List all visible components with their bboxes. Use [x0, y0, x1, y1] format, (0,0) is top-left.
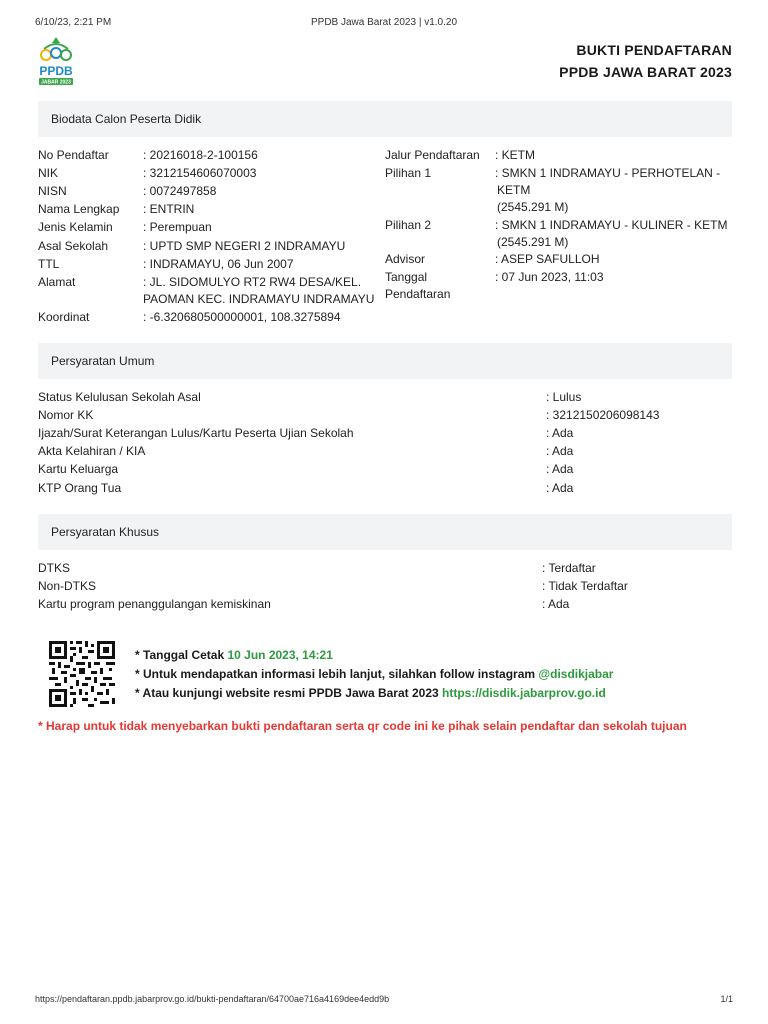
biodata-row-koordinat — [38, 308, 378, 328]
section-umum-heading: Persyaratan Umum — [51, 354, 155, 368]
ppdb-logo-icon — [36, 35, 76, 87]
biodata-row-nik — [38, 164, 378, 184]
biodata-row-advisor — [385, 250, 732, 270]
khusus-row — [38, 577, 732, 597]
value: : SMKN 1 INDRAMAYU - PERHOTELAN - — [495, 166, 721, 180]
qr-code-icon — [49, 641, 115, 707]
note-prefix: * Untuk mendapatkan informasi lebih lanjut, silahkan follow instagram — [135, 667, 539, 681]
biodata-row-nama — [38, 200, 378, 220]
label: Tanggal — [385, 270, 428, 284]
biodata-row-no-pendaftar — [38, 146, 378, 166]
value: : Perempuan — [143, 220, 212, 234]
print-notes — [135, 646, 613, 703]
value: : Lulus — [546, 390, 582, 404]
biodata-row-jalur — [385, 146, 732, 166]
value: : Ada — [546, 462, 574, 476]
value-line-2: (2545.291 M) — [497, 235, 569, 249]
title-line-1: BUKTI PENDAFTARAN — [576, 42, 732, 58]
value: : SMKN 1 INDRAMAYU - KULINER - KETM — [495, 218, 728, 232]
label: Advisor — [385, 252, 426, 266]
print-title: PPDB Jawa Barat 2023 | v1.0.20 — [310, 17, 457, 28]
section-biodata — [38, 101, 732, 137]
biodata-row-tanggal-pendaftaran — [385, 268, 732, 306]
label-line-2: Pendaftaran — [385, 287, 451, 301]
note-website — [135, 684, 613, 703]
logo-text: PPDB — [39, 64, 73, 78]
value: : Ada — [546, 426, 574, 440]
biodata-row-nisn — [38, 182, 378, 202]
section-persyaratan-khusus — [38, 514, 732, 550]
label: Pilihan 2 — [385, 218, 432, 232]
label: Pilihan 1 — [385, 166, 432, 180]
value: : -6.320680500000001, 108.3275894 — [143, 310, 341, 324]
label: Nomor KK — [38, 408, 94, 422]
note-prefix: * Tanggal Cetak — [135, 648, 228, 662]
label: Asal Sekolah — [38, 239, 109, 253]
value-line-2: KETM — [497, 183, 531, 197]
logo-subtext: JABAR 2023 — [41, 79, 71, 86]
label: NIK — [38, 166, 59, 180]
label: Koordinat — [38, 310, 90, 324]
label: Status Kelulusan Sekolah Asal — [38, 390, 201, 404]
value: : 3212154606070003 — [143, 166, 257, 180]
khusus-row — [38, 559, 732, 579]
print-footer — [35, 994, 733, 1008]
note-instagram — [135, 665, 613, 684]
label: Kartu Keluarga — [38, 462, 119, 476]
label: Ijazah/Surat Keterangan Lulus/Kartu Peserta Ujian Sekolah — [38, 426, 354, 440]
print-header — [35, 17, 733, 31]
biodata-row-asal-sekolah — [38, 237, 378, 257]
value-line-2: PAOMAN KEC. INDRAMAYU INDRAMAYU — [143, 292, 375, 306]
umum-row — [38, 442, 732, 462]
warning-text: * Harap untuk tidak menyebarkan bukti pendaftaran serta qr code ini ke pihak selain pendaftar dan sekolah tujuan — [38, 719, 687, 733]
label: DTKS — [38, 561, 71, 575]
khusus-row — [38, 595, 732, 615]
instagram-link[interactable]: @disdikjabar — [538, 667, 614, 681]
label: Kartu program penanggulangan kemiskinan — [38, 597, 271, 611]
umum-row — [38, 479, 732, 499]
note-prefix: * Atau kunjungi website resmi PPDB Jawa Barat 2023 — [135, 686, 442, 700]
section-biodata-heading: Biodata Calon Peserta Didik — [51, 112, 202, 126]
value: : ASEP SAFULLOH — [495, 252, 600, 266]
section-persyaratan-umum — [38, 343, 732, 379]
print-date: 6/10/23, 2:21 PM — [35, 17, 112, 28]
label: Nama Lengkap — [38, 202, 120, 216]
website-link[interactable]: https://disdik.jabarprov.go.id — [442, 686, 606, 700]
biodata-row-ttl — [38, 255, 378, 275]
document-title — [559, 39, 732, 83]
value: : 3212150206098143 — [546, 408, 660, 422]
label: Jenis Kelamin — [38, 220, 113, 234]
umum-row — [38, 388, 732, 408]
value: : 0072497858 — [143, 184, 217, 198]
biodata-row-jenis-kelamin — [38, 218, 378, 238]
label: Alamat — [38, 275, 76, 289]
print-date-value: 10 Jun 2023, 14:21 — [227, 648, 333, 662]
value: : Tidak Terdaftar — [542, 579, 628, 593]
label: KTP Orang Tua — [38, 481, 122, 495]
label: Non-DTKS — [38, 579, 97, 593]
value: : Ada — [542, 597, 570, 611]
title-line-2: PPDB JAWA BARAT 2023 — [559, 64, 732, 80]
biodata-row-pilihan-2 — [385, 216, 732, 254]
value: : Terdaftar — [542, 561, 596, 575]
value-line-3: (2545.291 M) — [497, 200, 569, 214]
umum-row — [38, 460, 732, 480]
note-tanggal-cetak — [135, 646, 613, 665]
value: : UPTD SMP NEGERI 2 INDRAMAYU — [143, 239, 346, 253]
section-khusus-heading: Persyaratan Khusus — [51, 525, 160, 539]
print-url: https://pendaftaran.ppdb.jabarprov.go.id/bukti-pendaftaran/64700ae716a4169dee4edd9b — [35, 994, 390, 1004]
page-number: 1/1 — [720, 994, 733, 1004]
value: : KETM — [495, 148, 536, 162]
label: No Pendaftar — [38, 148, 109, 162]
umum-row — [38, 406, 732, 426]
value: : Ada — [546, 444, 574, 458]
label: Akta Kelahiran / KIA — [38, 444, 146, 458]
value: : ENTRIN — [143, 202, 195, 216]
value: : 07 Jun 2023, 11:03 — [495, 270, 604, 284]
label: Jalur Pendaftaran — [385, 148, 480, 162]
biodata-row-alamat — [38, 273, 378, 311]
umum-row — [38, 424, 732, 444]
value: : JL. SIDOMULYO RT2 RW4 DESA/KEL. — [143, 275, 362, 289]
label: NISN — [38, 184, 67, 198]
value: : Ada — [546, 481, 574, 495]
value: : 20216018-2-100156 — [143, 148, 258, 162]
value: : INDRAMAYU, 06 Jun 2007 — [143, 257, 294, 271]
biodata-row-pilihan-1 — [385, 164, 732, 218]
label: TTL — [38, 257, 60, 271]
